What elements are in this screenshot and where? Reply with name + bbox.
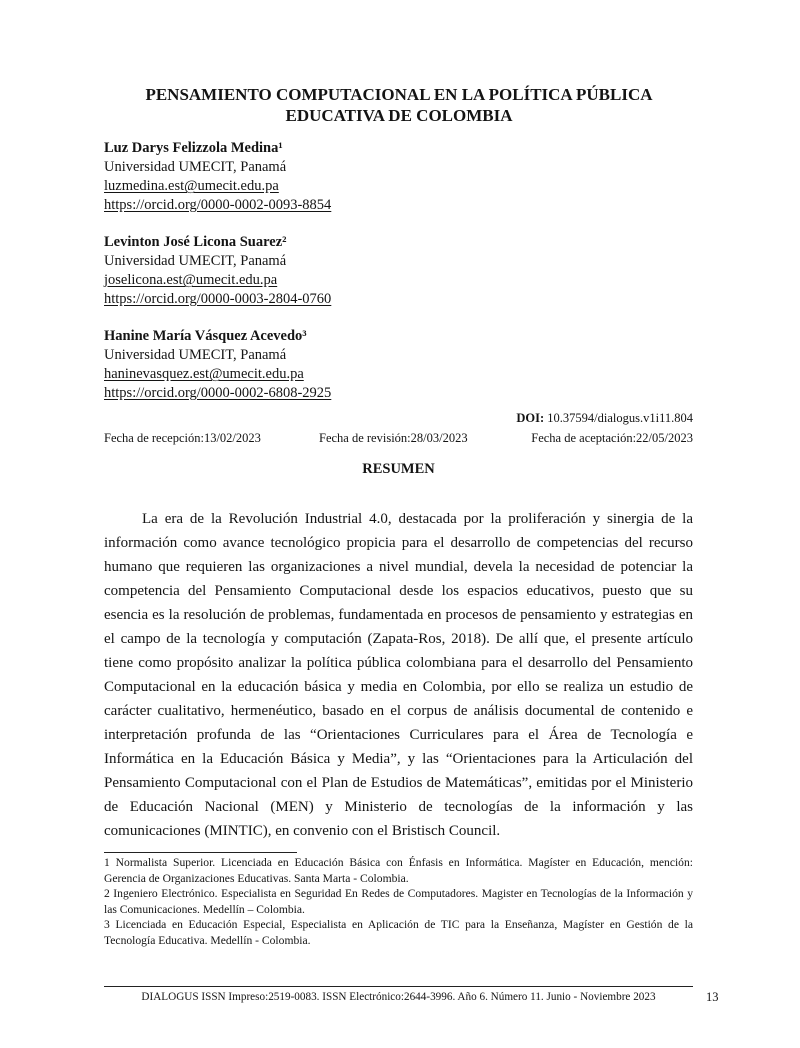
footer-divider bbox=[104, 986, 693, 987]
paper-title: PENSAMIENTO COMPUTACIONAL EN LA POLÍTICA PÚBLICA EDUCATIVA DE COLOMBIA bbox=[145, 85, 653, 125]
footnotes bbox=[104, 855, 693, 948]
author-block-1 bbox=[104, 139, 504, 215]
author-orcid-link[interactable]: https://orcid.org/0000-0002-6808-2925 bbox=[104, 385, 332, 401]
author-email-link[interactable]: luzmedina.est@umecit.edu.pa bbox=[104, 178, 279, 194]
author-orcid-link[interactable]: https://orcid.org/0000-0002-0093-8854 bbox=[104, 197, 332, 213]
author-orcid-link[interactable]: https://orcid.org/0000-0003-2804-0760 bbox=[104, 291, 332, 307]
author-affiliation: Universidad UMECIT, Panamá bbox=[104, 159, 287, 175]
author-block-3 bbox=[104, 327, 504, 403]
footnote-divider bbox=[104, 852, 297, 853]
footnote-2: 2 Ingeniero Electrónico. Especialista en Seguridad En Redes de Computadores. Magister en Tecnologías de la Información y las Comunicaciones. Medellín – Colombia. bbox=[104, 887, 693, 916]
author-email-link[interactable]: joselicona.est@umecit.edu.pa bbox=[104, 272, 278, 288]
resumen-heading: RESUMEN bbox=[362, 461, 435, 477]
author-affiliation: Universidad UMECIT, Panamá bbox=[104, 253, 287, 269]
revised-date: Fecha de revisión:28/03/2023 bbox=[319, 431, 468, 445]
author-name: Hanine María Vásquez Acevedo³ bbox=[104, 328, 307, 344]
author-affiliation: Universidad UMECIT, Panamá bbox=[104, 347, 287, 363]
author-block-2 bbox=[104, 233, 504, 309]
author-name: Luz Darys Felizzola Medina¹ bbox=[104, 140, 283, 156]
page-number: 13 bbox=[706, 990, 719, 1004]
doi-line bbox=[516, 411, 693, 426]
journal-footer: DIALOGUS ISSN Impreso:2519-0083. ISSN Electrónico:2644-3996. Año 6. Número 11. Junio - Noviembre 2023 bbox=[141, 991, 656, 1003]
doi-label: DOI: bbox=[516, 411, 545, 425]
abstract-text: La era de la Revolución Industrial 4.0, destacada por la proliferación y sinergia de la información como avance tecnológico propicia para el desarrollo de competencias del recurso humano que requieren las organizaciones a nivel mundial, devela la necesidad de potenciar la competencia del Pensamiento Computacional desde los espacios educativos, puesto que su esencia es la resolución de problemas, fundamentada en procesos de pensamiento y estrategias en el campo de la tecnología y computación (Zapata-Ros, 2018). De allí que, el presente artículo tiene como propósito analizar la política pública colombiana para el desarrollo del Pensamiento Computacional en la educación básica y media en Colombia, por ello se realiza un estudio de carácter cualitativo, hermenéutico, basado en el corpus de análisis documental de contenido e interpretación profunda de las “Orientaciones Curriculares para el Área de Tecnología e Informática en la Educación Básica y Media”, y las “Orientaciones para la Articulación del Pensamiento Computacional con el Plan de Estudios de Matemáticas”, emitidas por el Ministerio de Educación Nacional (MEN) y Ministerio de tecnologías de la información y las comunicaciones (MINTIC), en convenio con el Bristisch Council. bbox=[104, 511, 693, 839]
doi-value: 10.37594/dialogus.v1i11.804 bbox=[547, 411, 693, 425]
accepted-date: Fecha de aceptación:22/05/2023 bbox=[531, 431, 693, 445]
received-date: Fecha de recepción:13/02/2023 bbox=[104, 431, 261, 445]
footnote-1: 1 Normalista Superior. Licenciada en Educación Básica con Énfasis en Informática. Magíster en Educación, mención: Gerencia de Organizaciones Educativas. Santa Marta - Colombia. bbox=[104, 856, 693, 885]
author-name: Levinton José Licona Suarez² bbox=[104, 234, 287, 250]
footnote-3: 3 Licenciada en Educación Especial, Especialista en Aplicación de TIC para la Enseñanza, Magíster en Gestión de la Tecnología Educativa. Medellín - Colombia. bbox=[104, 918, 693, 947]
author-email-link[interactable]: haninevasquez.est@umecit.edu.pa bbox=[104, 366, 304, 382]
